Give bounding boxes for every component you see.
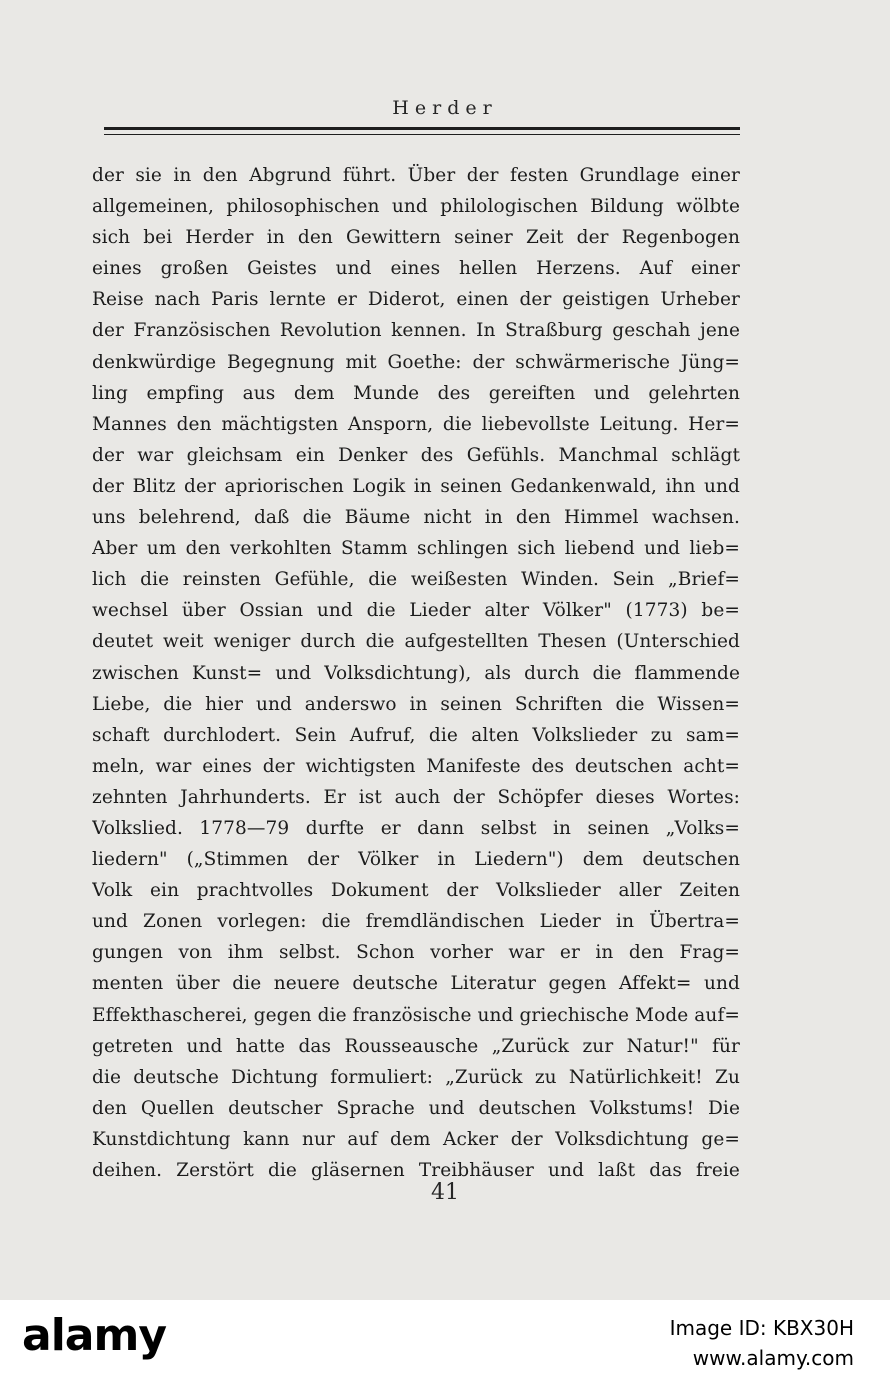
text-line: Aber um den verkohlten Stamm schlingen sich liebend und lieb=: [92, 538, 740, 560]
header-rule-thick: [104, 127, 740, 130]
text-line: gungen von ihm selbst. Schon vorher war er in den Frag=: [92, 942, 740, 964]
text-line: deihen. Zerstört die gläsernen Treibhäuser und laßt das freie: [92, 1160, 740, 1181]
text-line: menten über die neuere deutsche Literatur gegen Affekt= und: [92, 973, 740, 995]
text-line: Mannes den mächtigsten Ansporn, die liebevollste Leitung. Her=: [92, 413, 740, 435]
text-line: schaft durchlodert. Sein Aufruf, die alten Volkslieder zu sam=: [92, 724, 740, 746]
text-line: Volk ein prachtvolles Dokument der Volkslieder aller Zeiten: [92, 880, 740, 902]
alamy-logo: alamy: [22, 1310, 166, 1361]
text-line: eines großen Geistes und eines hellen Herzens. Auf einer: [92, 258, 740, 280]
text-line: zwischen Kunst= und Volksdichtung), als durch die flammende: [92, 662, 740, 684]
text-line: Effekthascherei, gegen die französische und griechische Mode auf=: [92, 1004, 740, 1026]
text-line: Liebe, die hier und anderswo in seinen Schriften die Wissen=: [92, 693, 740, 715]
text-line: die deutsche Dichtung formuliert: „Zurück zu Natürlichkeit! Zu: [92, 1066, 740, 1088]
image-id: Image ID: KBX30H: [669, 1316, 854, 1340]
text-line: ling empfing aus dem Munde des gereiften und gelehrten: [92, 382, 740, 404]
text-line: wechsel über Ossian und die Lieder alter Völker" (1773) be=: [92, 600, 740, 622]
text-line: deutet weit weniger durch die aufgestellten Thesen (Unterschied: [92, 631, 740, 653]
text-line: getreten und hatte das Rousseausche „Zurück zur Natur!" für: [92, 1035, 740, 1057]
text-line: der sie in den Abgrund führt. Über der festen Grundlage einer: [92, 165, 740, 186]
text-line: liedern" („Stimmen der Völker in Liedern") dem deutschen: [92, 849, 740, 871]
text-line: Kunstdichtung kann nur auf dem Acker der Volksdichtung ge=: [92, 1128, 740, 1150]
text-line: lich die reinsten Gefühle, die weißesten Winden. Sein „Brief=: [92, 569, 740, 591]
text-line: denkwürdige Begegnung mit Goethe: der schwärmerische Jüng=: [92, 351, 740, 373]
header-rule-thin: [104, 134, 740, 135]
text-line: allgemeinen, philosophischen und philologischen Bildung wölbte: [92, 196, 740, 218]
text-line: Volkslied. 1778—79 durfte er dann selbst in seinen „Volks=: [92, 817, 740, 839]
text-line: zehnten Jahrhunderts. Er ist auch der Schöpfer dieses Wortes:: [92, 786, 740, 808]
page-number: 41: [431, 1180, 459, 1205]
footer-url: www.alamy.com: [692, 1346, 854, 1370]
text-line: Reise nach Paris lernte er Diderot, einen der geistigen Urheber: [92, 289, 740, 311]
text-line: den Quellen deutscher Sprache und deutschen Volkstums! Die: [92, 1097, 740, 1119]
body-text: [92, 160, 740, 1186]
watermark-footer: [0, 1300, 890, 1390]
text-line: meln, war eines der wichtigsten Manifeste des deutschen acht=: [92, 755, 740, 777]
running-head: Herder: [392, 97, 498, 119]
text-line: sich bei Herder in den Gewittern seiner Zeit der Regenbogen: [92, 227, 740, 249]
text-line: und Zonen vorlegen: die fremdländischen Lieder in Übertra=: [92, 911, 740, 933]
text-line: der Blitz der apriorischen Logik in seinen Gedankenwald, ihn und: [92, 475, 740, 497]
text-line: der war gleichsam ein Denker des Gefühls. Manchmal schlägt: [92, 444, 740, 466]
text-line: uns belehrend, daß die Bäume nicht in den Himmel wachsen.: [92, 507, 740, 529]
text-line: der Französischen Revolution kennen. In Straßburg geschah jene: [92, 320, 740, 342]
